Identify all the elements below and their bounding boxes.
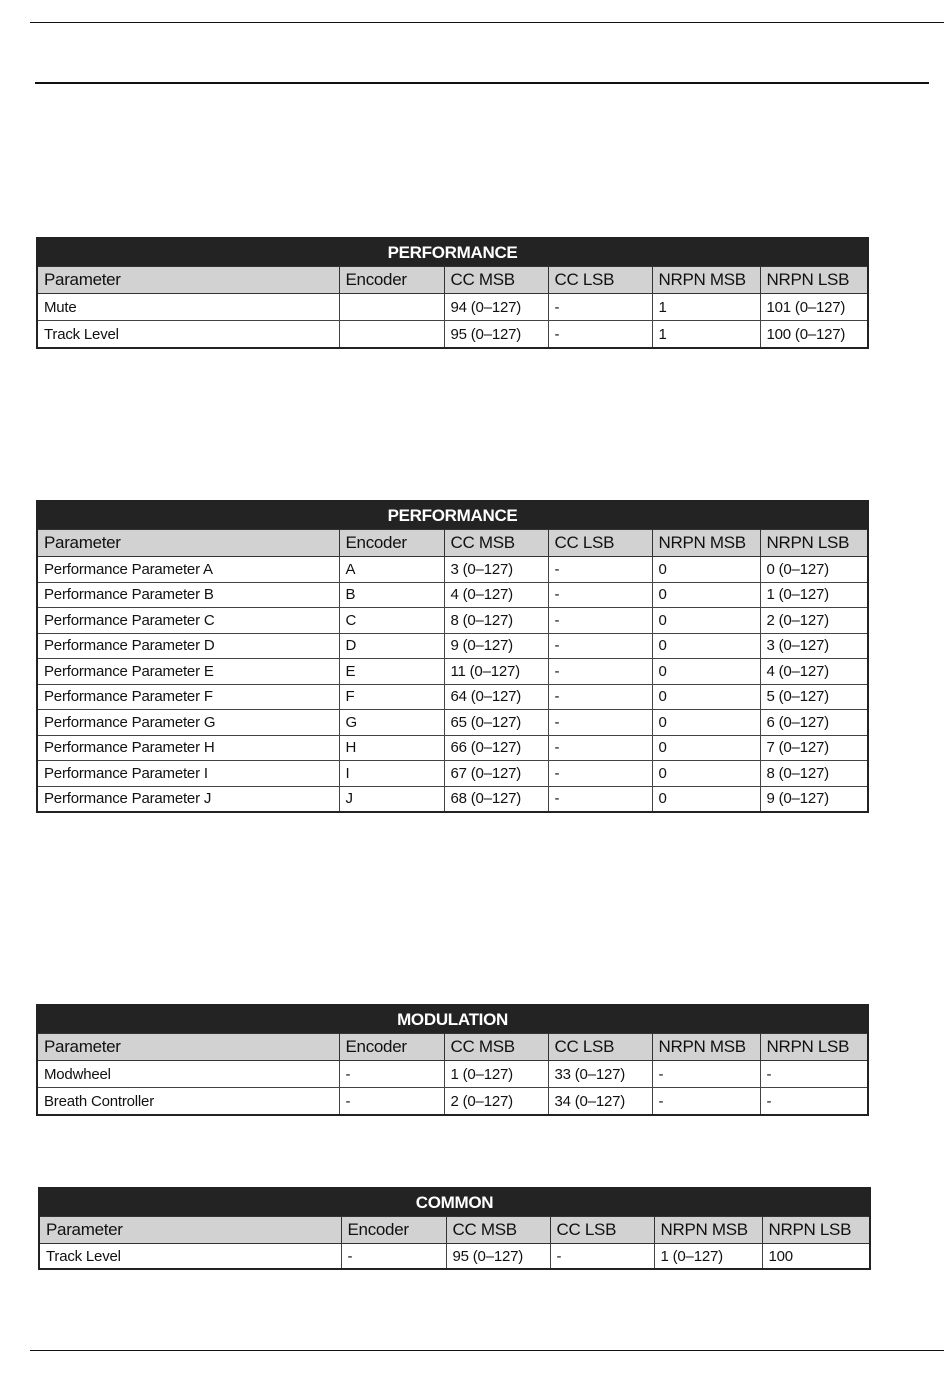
table-title: PERFORMANCE	[37, 238, 868, 267]
cc-msb-cell: 64 (0–127)	[444, 684, 548, 710]
encoder-cell: B	[339, 582, 444, 608]
nrpn-msb-cell: -	[652, 1061, 760, 1088]
parameter-cell: Mute	[37, 294, 339, 321]
cc-msb-cell: 67 (0–127)	[444, 761, 548, 787]
column-header-nrpn-lsb: NRPN LSB	[762, 1217, 870, 1244]
column-header-cc-msb: CC MSB	[444, 1034, 548, 1061]
encoder-cell: E	[339, 659, 444, 685]
encoder-cell: G	[339, 710, 444, 736]
table-row	[37, 608, 868, 634]
cc-lsb-cell: -	[548, 735, 652, 761]
nrpn-msb-cell: 1	[652, 321, 760, 349]
encoder-cell	[339, 321, 444, 349]
cc-msb-cell: 3 (0–127)	[444, 557, 548, 583]
nrpn-lsb-cell: 6 (0–127)	[760, 710, 868, 736]
nrpn-msb-cell: 0	[652, 633, 760, 659]
parameter-cell: Performance Parameter I	[37, 761, 339, 787]
header-row	[37, 530, 868, 557]
cc-lsb-cell: -	[548, 321, 652, 349]
encoder-cell	[339, 294, 444, 321]
parameter-cell: Performance Parameter A	[37, 557, 339, 583]
encoder-cell: -	[339, 1088, 444, 1116]
nrpn-msb-cell: 1	[652, 294, 760, 321]
common-table	[38, 1187, 871, 1270]
parameter-cell: Track Level	[37, 321, 339, 349]
column-header-cc-lsb: CC LSB	[548, 267, 652, 294]
cc-lsb-cell: -	[548, 582, 652, 608]
cc-lsb-cell: -	[550, 1244, 654, 1270]
parameter-cell: Performance Parameter D	[37, 633, 339, 659]
nrpn-lsb-cell: 5 (0–127)	[760, 684, 868, 710]
cc-lsb-cell: -	[548, 294, 652, 321]
nrpn-lsb-cell: 9 (0–127)	[760, 786, 868, 812]
encoder-cell: C	[339, 608, 444, 634]
cc-lsb-cell: -	[548, 710, 652, 736]
column-header-nrpn-msb: NRPN MSB	[654, 1217, 762, 1244]
nrpn-lsb-cell: -	[760, 1088, 868, 1116]
column-header-cc-msb: CC MSB	[444, 267, 548, 294]
cc-msb-cell: 9 (0–127)	[444, 633, 548, 659]
column-header-cc-msb: CC MSB	[446, 1217, 550, 1244]
nrpn-msb-cell: 0	[652, 710, 760, 736]
nrpn-msb-cell: 0	[652, 557, 760, 583]
parameter-cell: Modwheel	[37, 1061, 339, 1088]
table-row	[37, 1088, 868, 1116]
cc-msb-cell: 95 (0–127)	[446, 1244, 550, 1270]
table-row	[37, 761, 868, 787]
column-header-parameter: Parameter	[39, 1217, 341, 1244]
nrpn-msb-cell: 1 (0–127)	[654, 1244, 762, 1270]
parameter-cell: Breath Controller	[37, 1088, 339, 1116]
header-row	[39, 1217, 870, 1244]
table-row	[37, 633, 868, 659]
nrpn-lsb-cell: 4 (0–127)	[760, 659, 868, 685]
table-row	[37, 786, 868, 812]
column-header-parameter: Parameter	[37, 267, 339, 294]
nrpn-lsb-cell: 100	[762, 1244, 870, 1270]
table-row	[37, 735, 868, 761]
column-header-cc-lsb: CC LSB	[548, 530, 652, 557]
cc-lsb-cell: -	[548, 633, 652, 659]
footer-rule	[30, 1350, 944, 1351]
modulation-table	[36, 1004, 869, 1116]
cc-msb-cell: 8 (0–127)	[444, 608, 548, 634]
nrpn-msb-cell: 0	[652, 684, 760, 710]
header-rule-top	[30, 22, 944, 23]
encoder-cell: -	[339, 1061, 444, 1088]
table-row	[37, 684, 868, 710]
cc-lsb-cell: -	[548, 659, 652, 685]
nrpn-msb-cell: 0	[652, 582, 760, 608]
nrpn-msb-cell: 0	[652, 735, 760, 761]
nrpn-lsb-cell: 2 (0–127)	[760, 608, 868, 634]
cc-msb-cell: 65 (0–127)	[444, 710, 548, 736]
encoder-cell: D	[339, 633, 444, 659]
encoder-cell: A	[339, 557, 444, 583]
encoder-cell: I	[339, 761, 444, 787]
cc-msb-cell: 2 (0–127)	[444, 1088, 548, 1116]
table-row	[37, 557, 868, 583]
table-title: PERFORMANCE	[37, 501, 868, 530]
nrpn-lsb-cell: -	[760, 1061, 868, 1088]
column-header-nrpn-lsb: NRPN LSB	[760, 530, 868, 557]
column-header-nrpn-msb: NRPN MSB	[652, 1034, 760, 1061]
parameter-cell: Performance Parameter E	[37, 659, 339, 685]
header-rule	[35, 82, 929, 84]
column-header-encoder: Encoder	[341, 1217, 446, 1244]
cc-lsb-cell: -	[548, 557, 652, 583]
parameter-cell: Track Level	[39, 1244, 341, 1270]
parameter-cell: Performance Parameter H	[37, 735, 339, 761]
cc-msb-cell: 94 (0–127)	[444, 294, 548, 321]
parameter-cell: Performance Parameter C	[37, 608, 339, 634]
column-header-parameter: Parameter	[37, 1034, 339, 1061]
column-header-cc-lsb: CC LSB	[550, 1217, 654, 1244]
nrpn-msb-cell: 0	[652, 761, 760, 787]
parameter-cell: Performance Parameter G	[37, 710, 339, 736]
parameter-cell: Performance Parameter B	[37, 582, 339, 608]
column-header-parameter: Parameter	[37, 530, 339, 557]
cc-lsb-cell: 34 (0–127)	[548, 1088, 652, 1116]
table-row	[37, 582, 868, 608]
table-row	[37, 321, 868, 349]
cc-msb-cell: 66 (0–127)	[444, 735, 548, 761]
header-row	[37, 1034, 868, 1061]
cc-lsb-cell: -	[548, 608, 652, 634]
encoder-cell: J	[339, 786, 444, 812]
column-header-nrpn-lsb: NRPN LSB	[760, 1034, 868, 1061]
nrpn-msb-cell: 0	[652, 786, 760, 812]
nrpn-lsb-cell: 0 (0–127)	[760, 557, 868, 583]
column-header-encoder: Encoder	[339, 267, 444, 294]
cc-msb-cell: 95 (0–127)	[444, 321, 548, 349]
column-header-cc-lsb: CC LSB	[548, 1034, 652, 1061]
table-row	[39, 1244, 870, 1270]
column-header-nrpn-msb: NRPN MSB	[652, 530, 760, 557]
cc-msb-cell: 4 (0–127)	[444, 582, 548, 608]
nrpn-lsb-cell: 3 (0–127)	[760, 633, 868, 659]
parameter-cell: Performance Parameter F	[37, 684, 339, 710]
encoder-cell: F	[339, 684, 444, 710]
column-header-encoder: Encoder	[339, 530, 444, 557]
column-header-cc-msb: CC MSB	[444, 530, 548, 557]
nrpn-lsb-cell: 8 (0–127)	[760, 761, 868, 787]
cc-lsb-cell: -	[548, 684, 652, 710]
cc-msb-cell: 68 (0–127)	[444, 786, 548, 812]
table-row	[37, 659, 868, 685]
column-header-nrpn-lsb: NRPN LSB	[760, 267, 868, 294]
nrpn-lsb-cell: 1 (0–127)	[760, 582, 868, 608]
table-row	[37, 710, 868, 736]
cc-lsb-cell: 33 (0–127)	[548, 1061, 652, 1088]
column-header-nrpn-msb: NRPN MSB	[652, 267, 760, 294]
performance-table-1	[36, 237, 869, 349]
performance-table-2	[36, 500, 869, 813]
parameter-cell: Performance Parameter J	[37, 786, 339, 812]
encoder-cell: H	[339, 735, 444, 761]
cc-msb-cell: 11 (0–127)	[444, 659, 548, 685]
column-header-encoder: Encoder	[339, 1034, 444, 1061]
nrpn-lsb-cell: 7 (0–127)	[760, 735, 868, 761]
cc-lsb-cell: -	[548, 786, 652, 812]
nrpn-lsb-cell: 101 (0–127)	[760, 294, 868, 321]
cc-msb-cell: 1 (0–127)	[444, 1061, 548, 1088]
nrpn-msb-cell: -	[652, 1088, 760, 1116]
encoder-cell: -	[341, 1244, 446, 1270]
table-title: COMMON	[39, 1188, 870, 1217]
nrpn-lsb-cell: 100 (0–127)	[760, 321, 868, 349]
header-row	[37, 267, 868, 294]
nrpn-msb-cell: 0	[652, 608, 760, 634]
table-title: MODULATION	[37, 1005, 868, 1034]
cc-lsb-cell: -	[548, 761, 652, 787]
table-row	[37, 1061, 868, 1088]
nrpn-msb-cell: 0	[652, 659, 760, 685]
table-row	[37, 294, 868, 321]
